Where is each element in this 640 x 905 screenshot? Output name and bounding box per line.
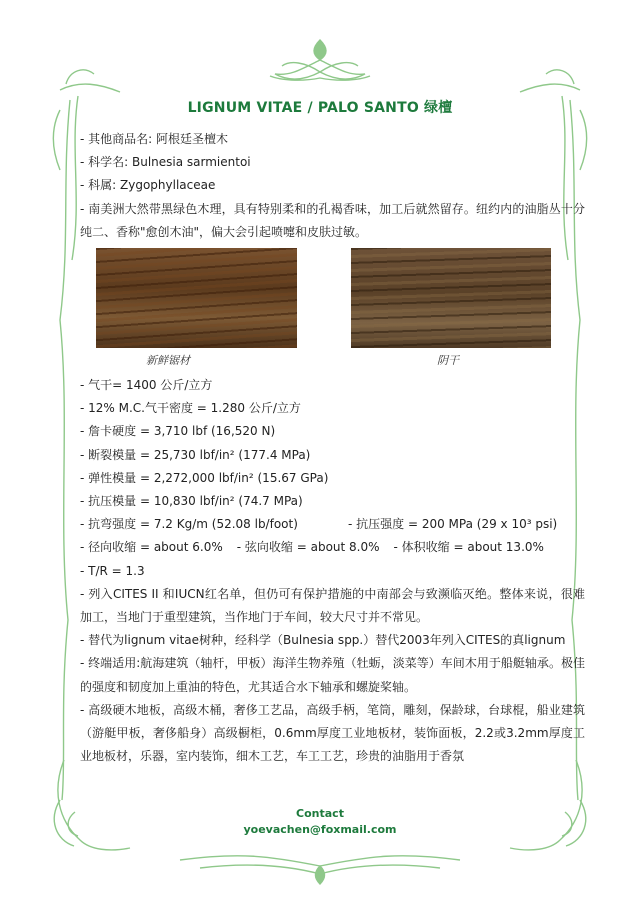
scientific-name-line: - 科学名: Bulnesia sarmientoi bbox=[80, 155, 251, 170]
shrinkage-row bbox=[80, 536, 585, 559]
spec-line: - 抗压模量 = 10,830 lbf/in² (74.7 MPa) bbox=[80, 494, 303, 509]
contact-block bbox=[0, 806, 640, 838]
fresh-caption: 新鲜锯材 bbox=[146, 354, 190, 368]
spec-line: - 12% M.C.气干密度 = 1.280 公斤/立方 bbox=[80, 401, 301, 416]
dried-caption: 阴干 bbox=[437, 354, 459, 368]
bending-strength: - 抗弯强度 = 7.2 Kg/m (52.08 lb/foot) bbox=[80, 517, 298, 532]
spec-pair-row bbox=[80, 513, 585, 536]
trade-name-line: - 其他商品名: 阿根廷圣檀木 bbox=[80, 132, 229, 146]
fresh-sawn-wood-image bbox=[96, 248, 297, 348]
document-body bbox=[80, 128, 585, 768]
contact-label: Contact bbox=[296, 807, 344, 820]
cites-paragraph: - 列入CITES II 和IUCN红名单，但仍可有保护措施的中南部会与致濒临灭绝。整体来说，很难加工，当地门于重型建筑，当作地门于车间，较大尺寸并不常见。 bbox=[80, 586, 585, 625]
spec-line: - 詹卡硬度 = 3,710 lbf (16,520 N) bbox=[80, 424, 276, 439]
applications-paragraph: - 高级硬木地板，高级木桶，奢侈工艺品，高级手柄，笔筒，雕刻，保龄球，台球棍，船业建筑（游艇甲板，奢侈船身）高级橱柜，0.6mm厚度工业地板材，装饰面板，2.2或3.2mm厚度工业地板材，乐器，室内装饰，细木工艺，车工工艺，珍贵的油脂用于香氛 bbox=[80, 702, 585, 764]
spec-line: - 气干= 1400 公斤/立方 bbox=[80, 378, 213, 393]
end-use-paragraph: - 终端适用:航海建筑（轴杆，甲板）海洋生物养殖（牡蛎，淡菜等）车间木用于船艇轴承。极佳的强度和韧度加上重油的特色，尤其适合水下轴承和螺旋桨轴。 bbox=[80, 656, 585, 694]
wood-photos bbox=[80, 248, 585, 374]
spec-line: - 断裂模量 = 25,730 lbf/in² (177.4 MPa) bbox=[80, 447, 311, 462]
volumetric-shrinkage: - 体积收缩 = about 13.0% bbox=[393, 540, 544, 555]
substitute-line: - 替代为lignum vitae树种，经科学（Bulnesia spp.）替代2003年列入CITES的真lignum bbox=[80, 633, 566, 648]
tr-ratio: - T/R = 1.3 bbox=[80, 563, 145, 578]
tangential-shrinkage: - 弦向收缩 = about 8.0% bbox=[236, 540, 380, 555]
family-line: - 科属: Zygophyllaceae bbox=[80, 178, 216, 193]
document-title: LIGNUM VITAE / PALO SANTO 绿檀 bbox=[187, 100, 453, 116]
spec-line: - 弹性模量 = 2,272,000 lbf/in² (15.67 GPa) bbox=[80, 470, 329, 485]
compressive-strength: - 抗压强度 = 200 MPa (29 x 10³ psi) bbox=[348, 517, 558, 532]
intro-paragraph: - 南美洲大然带黑绿色木理，具有特别柔和的孔褐香味，加工后就然留存。纽约内的油脂丛十分纯二、香称"愈创木油"，偏大会引起喷嚏和皮肤过敏。 bbox=[80, 201, 585, 239]
radial-shrinkage: - 径向收缩 = about 6.0% bbox=[80, 540, 223, 555]
contact-email[interactable]: yoevachen@foxmail.com bbox=[243, 823, 397, 836]
air-dried-wood-image bbox=[351, 248, 551, 348]
